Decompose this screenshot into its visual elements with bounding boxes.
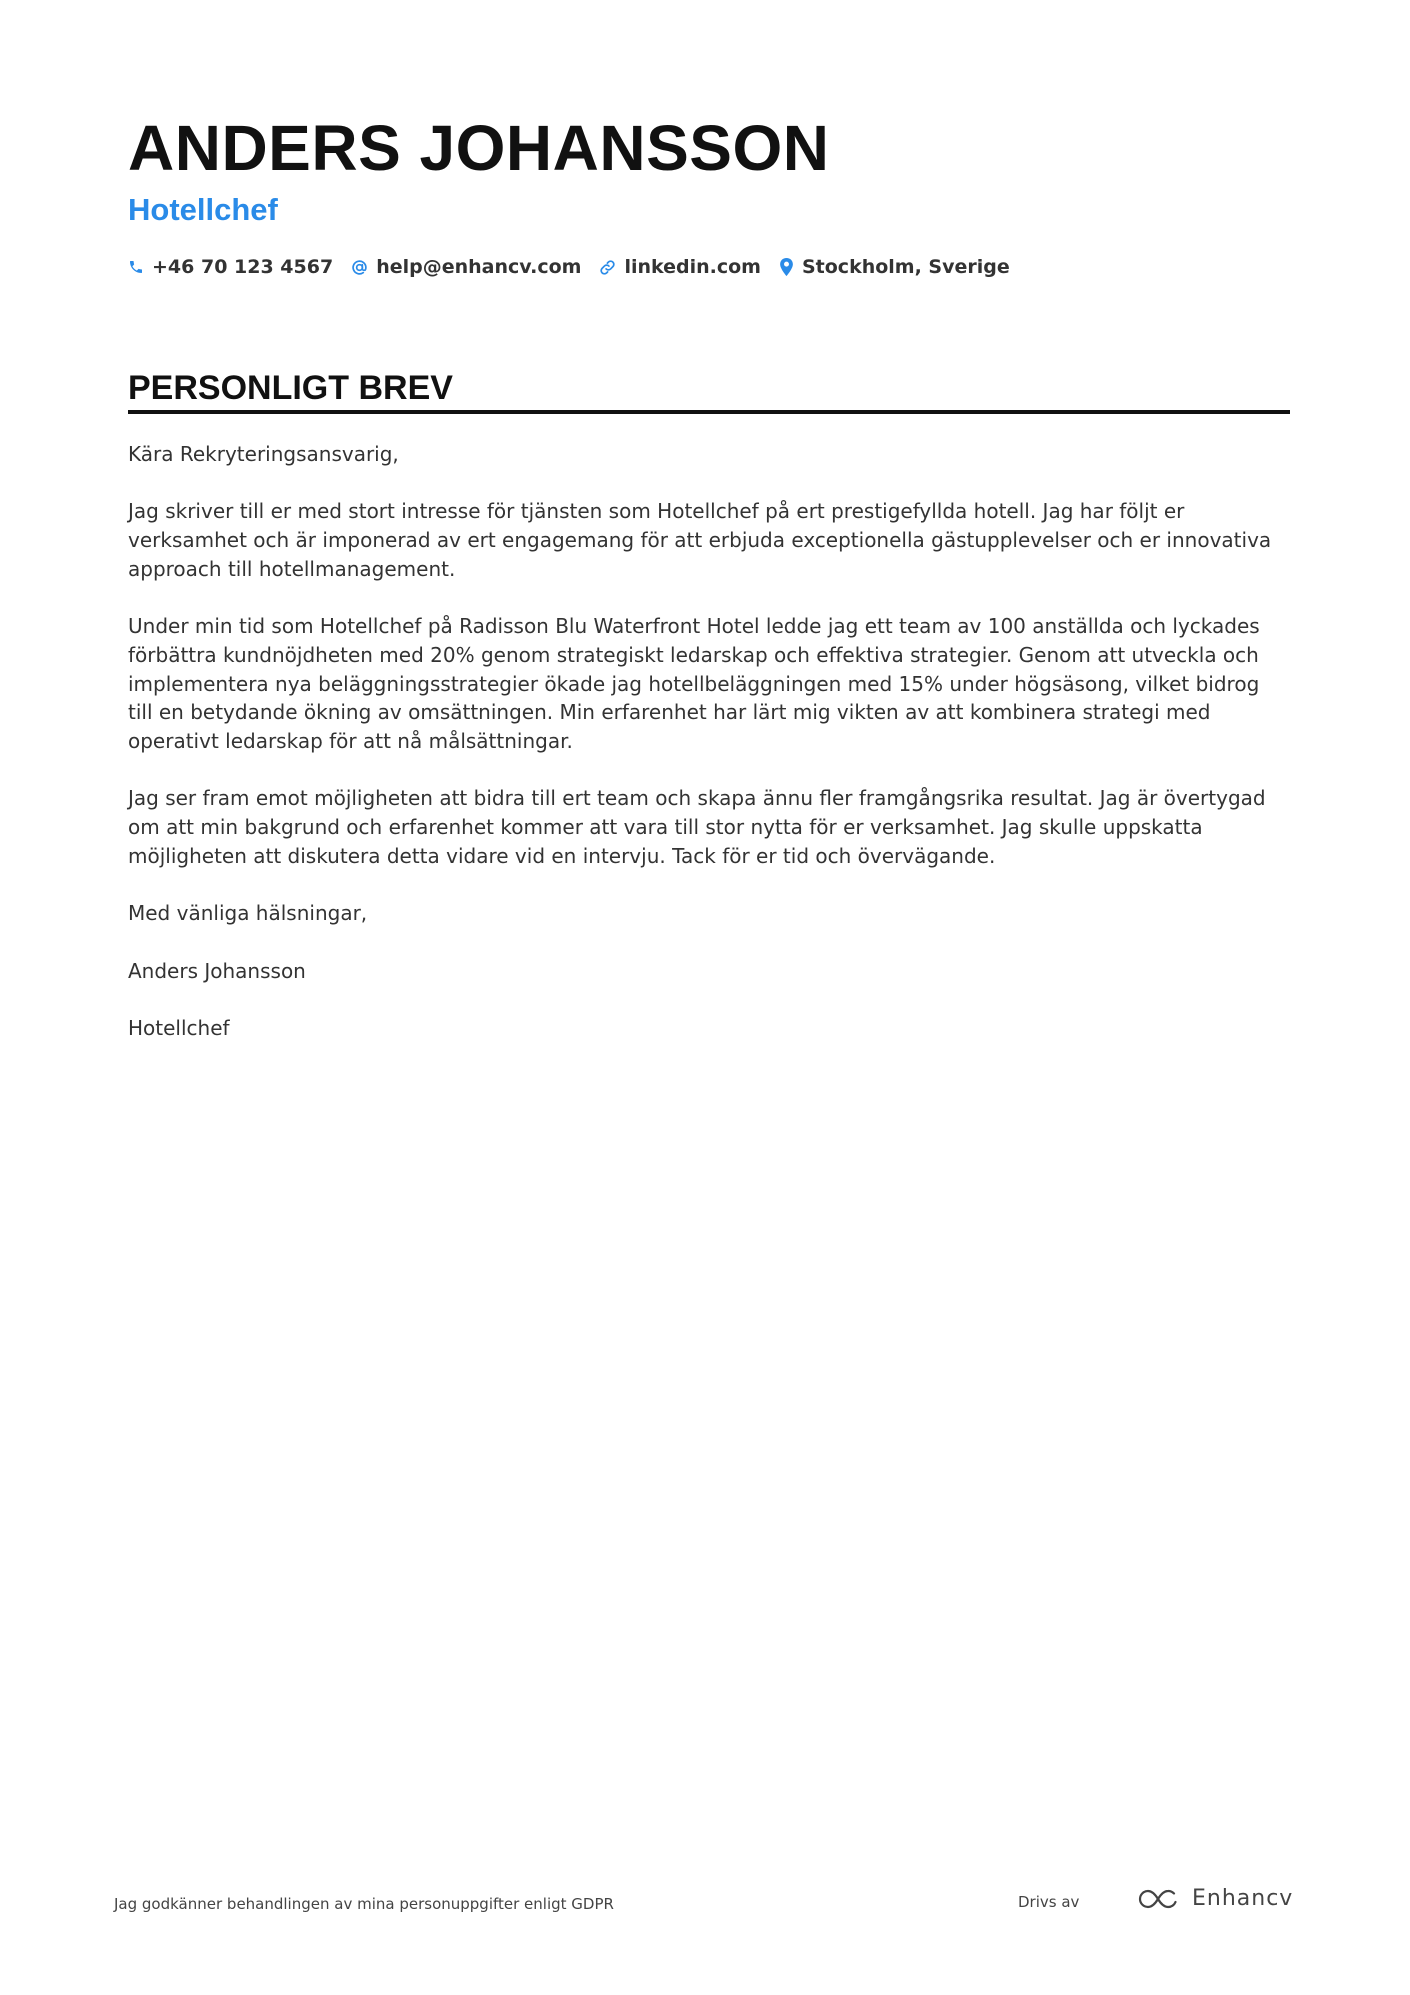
contact-location	[779, 256, 1010, 278]
contact-phone	[128, 256, 333, 278]
phone-number: +46 70 123 4567	[152, 256, 334, 278]
contact-linkedin[interactable]	[599, 256, 761, 278]
gdpr-consent-text: Jag godkänner behandlingen av mina personuppgifter enligt GDPR	[114, 1895, 614, 1913]
phone-icon	[128, 259, 144, 275]
location-text: Stockholm, Sverige	[801, 256, 1010, 278]
enhancv-logo[interactable]	[1138, 1886, 1293, 1911]
contact-bar	[128, 252, 1010, 282]
job-title: Hotellchef	[128, 192, 278, 227]
linkedin-link[interactable]: linkedin.com	[624, 256, 761, 278]
at-icon	[351, 259, 368, 276]
letter-closing: Med vänliga hälsningar,	[128, 901, 368, 926]
letter-paragraph: Under min tid som Hotellchef på Radisson Blu Waterfront Hotel ledde jag ett team av 100 anställda och lyckades förbättra kundnöjdheten med 20% genom strategiskt ledarskap och effektiva strategier. Genom att utveckla och implementera nya beläggningsstrategier ökade jag hotellbeläggningen med 15% under högsäsong, vilket bidrog till en betydande ökning av omsättningen. Min erfarenhet har lärt mig vikten av att kombinera strategi med operativt ledarskap för att nå målsättningar.	[128, 614, 1260, 753]
letter-greeting: Kära Rekryteringsansvarig,	[128, 442, 399, 466]
link-icon	[599, 259, 616, 276]
candidate-name: ANDERS JOHANSSON	[128, 112, 830, 184]
letter-paragraph: Jag ser fram emot möjligheten att bidra till ert team och skapa ännu fler framgångsrika resultat. Jag är övertygad om att min bakgrund och erfarenhet kommer att vara till stor nytta för er verksamhet. Jag skulle uppskatta möjligheten att diskutera detta vidare vid en intervju. Tack för er tid och övervägande.	[128, 786, 1266, 868]
enhancv-loop-icon	[1138, 1887, 1182, 1911]
section-divider	[128, 410, 1290, 414]
location-pin-icon	[779, 258, 794, 276]
signature-name: Anders Johansson	[128, 958, 306, 983]
powered-by-label: Drivs av	[1018, 1893, 1080, 1911]
section-title: PERSONLIGT BREV	[128, 369, 453, 407]
letter-body	[128, 440, 1290, 1071]
contact-email[interactable]	[351, 256, 581, 278]
email-address[interactable]: help@enhancv.com	[376, 256, 582, 278]
signature-title: Hotellchef	[128, 1015, 230, 1040]
brand-name: Enhancv	[1192, 1886, 1294, 1911]
letter-paragraph: Jag skriver till er med stort intresse för tjänsten som Hotellchef på ert prestigefyllda hotell. Jag har följt er verksamhet och är imponerad av ert engagemang för att erbjuda exceptionella gästupplevelser och er innovativa approach till hotellmanagement.	[128, 499, 1272, 581]
